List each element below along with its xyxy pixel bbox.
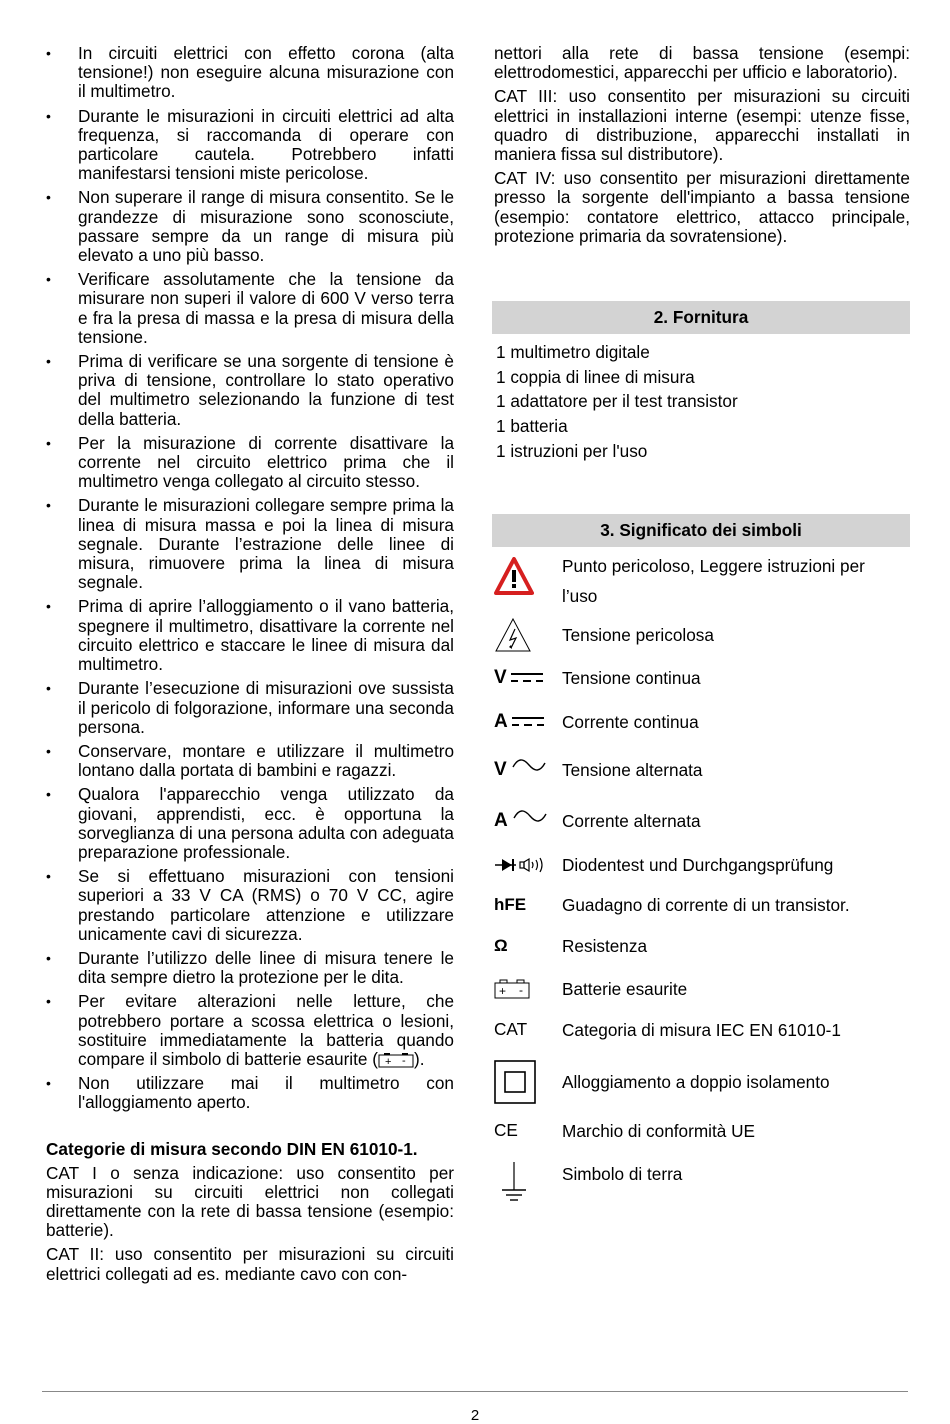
list-item: 1 multimetro digitale [496,342,650,363]
cat1-paragraph: CAT I o senza indicazione: uso consentito per misurazioni su circuiti elettrici non collegati direttamente con la rete di bassa tensione (esempio: batterie). [46,1162,454,1241]
svg-text:-: - [401,1054,406,1067]
symbol-row-ac-voltage [494,744,910,796]
diode-continuity-icon [494,857,548,873]
symbol-row-battery [494,966,910,1012]
symbol-warning-text: Punto pericoloso, Leggere istruzioni per l’uso [562,555,865,606]
list-item: 1 istruzioni per l'uso [496,440,648,461]
categories-heading: Categorie di misura secondo DIN EN 61010-1. [46,1138,418,1159]
v-letter: V [494,758,507,780]
cat3-paragraph: CAT III: uso consentito per misurazioni su circuiti elettrici in installazioni interne (esempi: utenze fisse, quadro di distribuzione, apparecchi installati in maniera fissa sul distributore). [494,86,910,165]
dc-icon [511,715,545,729]
list-item: • Se si effettuano misurazioni con tensioni superiori a 33 V CA (RMS) o 70 V CC, agire prestando particolare attenzione e utilizzare unicamente cavi di sicurezza. [46,867,454,944]
symbol-row-hfe [494,884,910,926]
hfe-label: hFE [494,894,527,914]
symbols-heading: 3. Significato dei simboli [492,514,910,547]
cat2-paragraph-continued: nettori alla rete di bassa tensione (esempi: elettrodomestici, apparecchi per ufficio e laboratorio). [494,43,910,83]
list-item: • Prima di verificare se una sorgente di tensione è priva di tensione, controllare lo stato operativo del multimetro selezionando la funzione di test della batteria. [46,352,454,429]
cat-label: CAT [494,1019,528,1040]
list-item-battery [46,992,454,1069]
list-item: 1 adattatore per il test transistor [496,391,738,412]
list-item: • Verificare assolutamente che la tensione da misurare non superi il valore di 600 V verso terra e fra la presa di massa e la presa di misura della tensione. [46,270,454,347]
symbol-ac-voltage-text: Tensione alternata [562,759,703,780]
list-item: • Per la misurazione di corrente disattivare la corrente nel circuito elettrico prima che il multimetro venga collegato al circuito stesso. [46,434,454,492]
svg-text:+: + [384,1055,392,1068]
list-item: • In circuiti elettrici con effetto corona (alta tensione!) non eseguire alcuna misurazione con il multimetro. [46,44,454,102]
safety-bullet-list [46,44,454,1113]
symbol-row-ground [494,1146,910,1220]
left-column [46,44,454,1289]
symbol-dc-current-text: Corrente continua [562,711,699,732]
warning-icon [494,557,534,595]
symbols-table [494,551,910,1220]
list-item: • Non superare il range di misura consentito. Se le grandezze di misurazione sono sconosciute, passare sempre da un range di misura più elevato a uno più basso. [46,188,454,265]
list-item: • Prima di aprire l’alloggiamento o il vano batteria, spegnere il multimetro, disattivare la corrente nel circuito elettrico e staccare le linee di misura dal multimetro. [46,597,454,674]
list-item: 1 batteria [496,416,568,437]
dc-icon [510,671,544,685]
list-item: • Non utilizzare mai il multimetro con l'alloggiamento aperto. [46,1074,454,1112]
battery-bullet-end: ). [413,1048,425,1069]
double-insulation-icon [494,1060,536,1104]
symbol-row-double-insulation [494,1048,910,1116]
high-voltage-icon [494,617,532,653]
right-column [494,44,910,1220]
a-letter: A [494,710,508,732]
battery-low-icon [378,1052,414,1068]
symbol-row-cat [494,1012,910,1048]
list-item: 1 coppia di linee di misura [496,366,695,387]
list-item: • Conservare, montare e utilizzare il multimetro lontano dalla portata di bambini e ragazzi. [46,742,454,780]
ac-wave-icon [512,757,546,773]
cat2-paragraph: CAT II: uso consentito per misurazioni su circuiti elettrici collegati ad es. mediante cavo con con- [46,1244,454,1284]
footer-divider [42,1391,908,1392]
battery-low-icon [494,979,530,999]
symbol-hfe-text: Guadagno di corrente di un transistor. [562,894,850,915]
ce-mark: CE [494,1120,518,1141]
ground-icon [494,1160,534,1206]
symbol-ce-text: Marchio di conformità UE [562,1120,755,1141]
list-item: • Durante le misurazioni collegare sempre prima la linea di misura massa e poi la linea di misura segnale. Durante l’estrazione delle linee di misura, rimuovere prima la linea di misura segnale. [46,496,454,592]
omega-icon: Ω [494,935,508,955]
symbol-ground-text: Simbolo di terra [562,1163,683,1184]
symbol-row-dc-voltage [494,657,910,700]
symbol-row-warning [494,551,910,613]
ac-wave-icon [513,808,547,824]
symbol-double-insulation-text: Alloggiamento a doppio isolamento [562,1071,830,1092]
battery-bullet-text: Per evitare alterazioni nelle letture, che potrebbero portare a scossa elettrica o lesioni, sostituire immediatamente la batteria quando compare il simbolo di batterie esaurite ( [78,991,454,1069]
symbol-row-resistance [494,926,910,966]
list-item: • Durante l’esecuzione di misurazioni ove sussista il pericolo di folgorazione, informare una seconda persona. [46,679,454,737]
symbol-ac-current-text: Corrente alternata [562,810,701,831]
a-letter: A [494,809,508,831]
svg-text:-: - [519,982,523,997]
cat4-paragraph: CAT IV: uso consentito per misurazioni direttamente presso la sorgente dell'impianto a bassa tensione (esempio: contatore elettrico, attacco principale, protezione primaria da sovratensione). [494,168,910,246]
symbol-battery-text: Batterie esaurite [562,978,688,999]
symbol-row-dc-current [494,700,910,744]
symbol-row-ac-current [494,796,910,846]
list-item: • Durante l’utilizzo delle linee di misura tenere le dita sempre dietro la protezione per le dita. [46,949,454,987]
svg-text:+: + [499,983,507,998]
symbol-diode-text: Diodentest und Durchgangsprüfung [562,854,834,875]
list-item: • Qualora l'apparecchio venga utilizzato da giovani, apprendisti, ecc. è opportuna la sorveglianza di una persona adulta con adeguata preparazione professionale. [46,785,454,862]
supply-list [496,340,910,464]
symbol-high-voltage-text: Tensione pericolosa [562,624,714,645]
symbol-dc-voltage-text: Tensione continua [562,668,701,689]
v-letter: V [494,667,507,689]
list-item: • Durante le misurazioni in circuiti elettrici ad alta frequenza, si raccomanda di operare con particolare cautela. Potrebbero infatti manifestarsi tensioni miste pericolose. [46,107,454,184]
symbol-resistance-text: Resistenza [562,935,648,956]
symbol-cat-text: Categoria di misura IEC EN 61010-1 [562,1019,841,1040]
symbol-row-diode [494,846,910,884]
symbol-row-ce [494,1116,910,1146]
symbol-row-high-voltage [494,613,910,657]
page-number: 2 [470,1407,480,1424]
supply-heading: 2. Fornitura [492,301,910,334]
